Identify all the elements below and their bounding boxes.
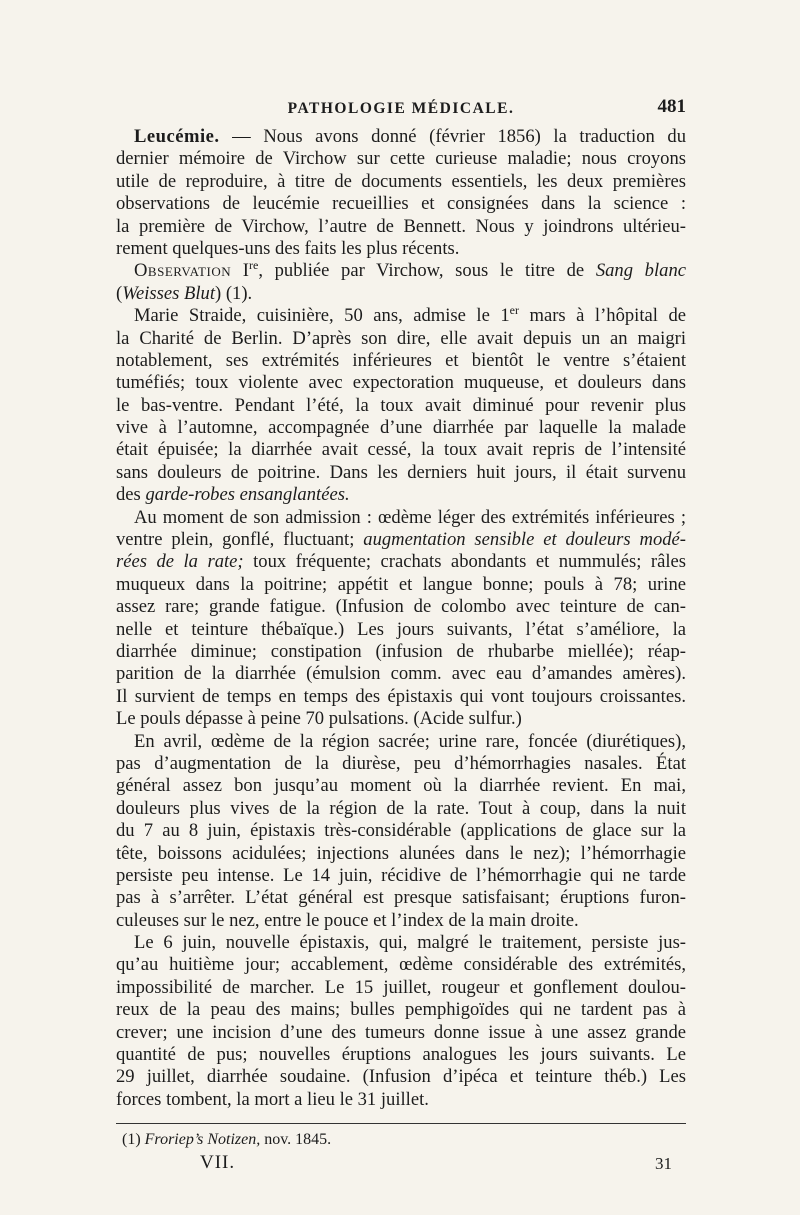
text-line xyxy=(116,328,686,350)
text-line xyxy=(116,932,686,954)
entry-headword: Leucémie. xyxy=(134,126,220,147)
running-title: PATHOLOGIE MÉDICALE. xyxy=(287,100,515,117)
text-run: du 7 au 8 juin, épistaxis très-considérable (applications de glace sur la xyxy=(116,820,686,842)
text-line xyxy=(116,708,686,730)
text-run: parition de la diarrhée (émulsion comm. avec eau d’amandes amères). xyxy=(116,663,686,685)
text-run: observations de leucémie recueillies et consignées dans la science : xyxy=(116,193,686,215)
paragraph xyxy=(116,507,686,731)
paragraph xyxy=(116,932,686,1111)
article-body xyxy=(116,126,686,1111)
text-line xyxy=(116,395,686,417)
text-line xyxy=(116,596,686,618)
text-run: quantité de pus; nouvelles éruptions analogues les jours suivants. Le xyxy=(116,1044,686,1066)
text-line xyxy=(116,216,686,238)
text-line xyxy=(116,977,686,999)
page xyxy=(116,96,686,1178)
text-line xyxy=(116,529,686,551)
text-run: tuméfiés; toux violente avec expectoration muqueuse, et douleurs dans xyxy=(116,372,686,394)
paragraph xyxy=(116,731,686,933)
text-line xyxy=(116,193,686,215)
text-run: culeuses sur le nez, entre le pouce et l’index de la main droite. xyxy=(116,909,579,931)
text-line xyxy=(116,686,686,708)
paragraph xyxy=(116,260,686,305)
text-line xyxy=(116,551,686,573)
text-run: était épuisée; la diarrhée avait cessé, la toux avait repris de l’intensité xyxy=(116,439,686,461)
text-line xyxy=(116,283,686,305)
text-run: augmentation sensible et douleurs modé- xyxy=(363,529,686,551)
text-line xyxy=(116,1044,686,1066)
text-run: Sang blanc xyxy=(595,260,686,282)
text-run: ) (1). xyxy=(215,282,253,304)
running-head xyxy=(116,96,686,126)
text-line xyxy=(116,462,686,484)
text-run: ventre plein, gonflé, fluctuant; xyxy=(116,529,364,551)
text-line xyxy=(116,238,686,260)
text-line xyxy=(116,641,686,663)
text-run: général assez bon jusqu’au moment où la diarrhée revient. En mai, xyxy=(116,775,686,797)
text-run: rées de la rate; xyxy=(116,551,244,573)
text-run: pas d’augmentation de la diurèse, peu d’hémorrhagies nasales. État xyxy=(116,752,686,774)
text-run: I xyxy=(231,260,249,282)
footnote-source: Froriep’s Notizen, xyxy=(144,1131,261,1149)
text-line xyxy=(116,484,686,506)
signature-line xyxy=(116,1152,686,1178)
text-run: , publiée par Virchow, sous le titre de xyxy=(258,260,596,282)
text-line xyxy=(116,302,686,327)
text-run: tête, boissons acidulées; injections alunées dans le nez); l’hémorrhagie xyxy=(116,842,686,864)
text-run: assez rare; grande fatigue. (Infusion de colombo avec teinture de can- xyxy=(116,596,686,618)
text-run: En avril, œdème de la région sacrée; urine rare, foncée (diurétiques), xyxy=(134,730,686,752)
text-run: Il survient de temps en temps des épistaxis qui vont toujours croissantes. xyxy=(116,685,686,707)
text-run: la Charité de Berlin. D’après son dire, elle avait depuis un an maigri xyxy=(116,327,686,349)
text-line xyxy=(116,954,686,976)
text-run: — Nous avons donné (février 1856) la traduction du xyxy=(219,126,686,147)
text-run: pas à s’arrêter. L’état général est presque satisfaisant; éruptions furon- xyxy=(116,887,686,909)
text-line xyxy=(116,574,686,596)
text-run: vive à l’automne, accompagnée d’une diarrhée par laquelle la malade xyxy=(116,417,686,439)
paragraph xyxy=(116,126,686,260)
text-run: nelle et teinture thébaïque.) Les jours suivants, l’état s’améliore, la xyxy=(116,618,686,640)
volume-mark: VII. xyxy=(200,1152,236,1174)
text-run: douleurs plus vives de la région de la rate. Tout à coup, dans la nuit xyxy=(116,797,686,819)
text-line xyxy=(116,887,686,909)
text-run: forces tombent, la mort a lieu le 31 juillet. xyxy=(116,1088,429,1110)
text-run: impossibilité de marcher. Le 15 juillet, rougeur et gonflement doulou- xyxy=(116,976,686,998)
text-run: er xyxy=(509,302,519,317)
text-run: diarrhée diminue; constipation (infusion de rhubarbe miellée); réap- xyxy=(116,640,686,662)
text-run: des xyxy=(116,484,146,506)
text-line xyxy=(116,753,686,775)
text-run: Le pouls dépasse à peine 70 pulsations. (Acide sulfur.) xyxy=(116,708,522,730)
footnote-rule xyxy=(116,1123,686,1124)
text-line xyxy=(116,507,686,529)
text-line xyxy=(116,798,686,820)
text-run: persiste peu intense. Le 14 juin, récidive de l’hémorrhagie qui ne tarde xyxy=(116,864,686,886)
text-run: qu’au huitième jour; accablement, œdème considérable des extrémités, xyxy=(116,954,686,976)
text-line xyxy=(116,820,686,842)
text-line xyxy=(116,171,686,193)
text-run: Weisses Blut xyxy=(122,282,215,304)
text-run: Au moment de son admission : œdème léger des extrémités inférieures ; xyxy=(134,506,686,528)
text-line xyxy=(116,350,686,372)
text-run: Le 6 juin, nouvelle épistaxis, qui, malgré le traitement, persiste jus- xyxy=(134,932,686,954)
text-run: notablement, ses extrémités inférieures et bientôt le ventre s’étaient xyxy=(116,349,686,371)
text-run: Marie Straide, cuisinière, 50 ans, admise le 1 xyxy=(134,305,510,327)
footnote-marker: (1) xyxy=(122,1131,141,1149)
text-run: crever; une incision d’une des tumeurs donne issue à une assez grande xyxy=(116,1021,686,1043)
text-line xyxy=(116,439,686,461)
text-line xyxy=(116,731,686,753)
text-run: garde-robes ensanglantées. xyxy=(145,484,350,506)
text-line xyxy=(116,999,686,1021)
text-run: ( xyxy=(116,282,123,304)
text-run: utile de reproduire, à titre de documents essentiels, les deux premières xyxy=(116,170,686,192)
text-line xyxy=(116,843,686,865)
text-line xyxy=(116,148,686,170)
text-line xyxy=(116,619,686,641)
text-run: re xyxy=(248,258,259,273)
page-number: 481 xyxy=(657,96,686,117)
text-line xyxy=(116,1089,686,1111)
text-line xyxy=(116,372,686,394)
text-run: sans douleurs de poitrine. Dans les derniers huit jours, il était survenu xyxy=(116,461,686,483)
text-line xyxy=(116,865,686,887)
text-run: toux fréquente; crachats abondants et nummulés; râles xyxy=(243,551,686,573)
text-line xyxy=(116,1022,686,1044)
text-line xyxy=(116,775,686,797)
text-run: reux de la peau des mains; bulles pemphigoïdes qui ne tardent pas à xyxy=(116,999,686,1021)
paragraph xyxy=(116,302,686,507)
text-line xyxy=(116,260,686,282)
text-run: 29 juillet, diarrhée soudaine. (Infusion d’ipéca et teinture théb.) Les xyxy=(116,1066,686,1088)
footnote-date: nov. 1845. xyxy=(260,1131,332,1149)
text-run: la première de Virchow, l’autre de Bennett. Nous y joindrons ultérieu- xyxy=(116,215,686,237)
text-run: mars à l’hôpital de xyxy=(518,305,686,327)
text-run: dernier mémoire de Virchow sur cette curieuse maladie; nous croyons xyxy=(116,148,686,170)
text-line xyxy=(116,663,686,685)
text-line xyxy=(116,126,686,148)
text-line xyxy=(116,910,686,932)
text-run: Observation xyxy=(134,260,232,282)
text-run: rement quelques-uns des faits les plus récents. xyxy=(116,237,460,259)
text-run: le bas-ventre. Pendant l’été, la toux avait diminué pour revenir plus xyxy=(116,394,686,416)
text-run: muqueux dans la poitrine; appétit et langue bonne; pouls à 78; urine xyxy=(116,573,686,595)
text-line xyxy=(116,1066,686,1088)
text-line xyxy=(116,417,686,439)
sheet-signature: 31 xyxy=(655,1154,672,1174)
footnote xyxy=(116,1130,686,1150)
